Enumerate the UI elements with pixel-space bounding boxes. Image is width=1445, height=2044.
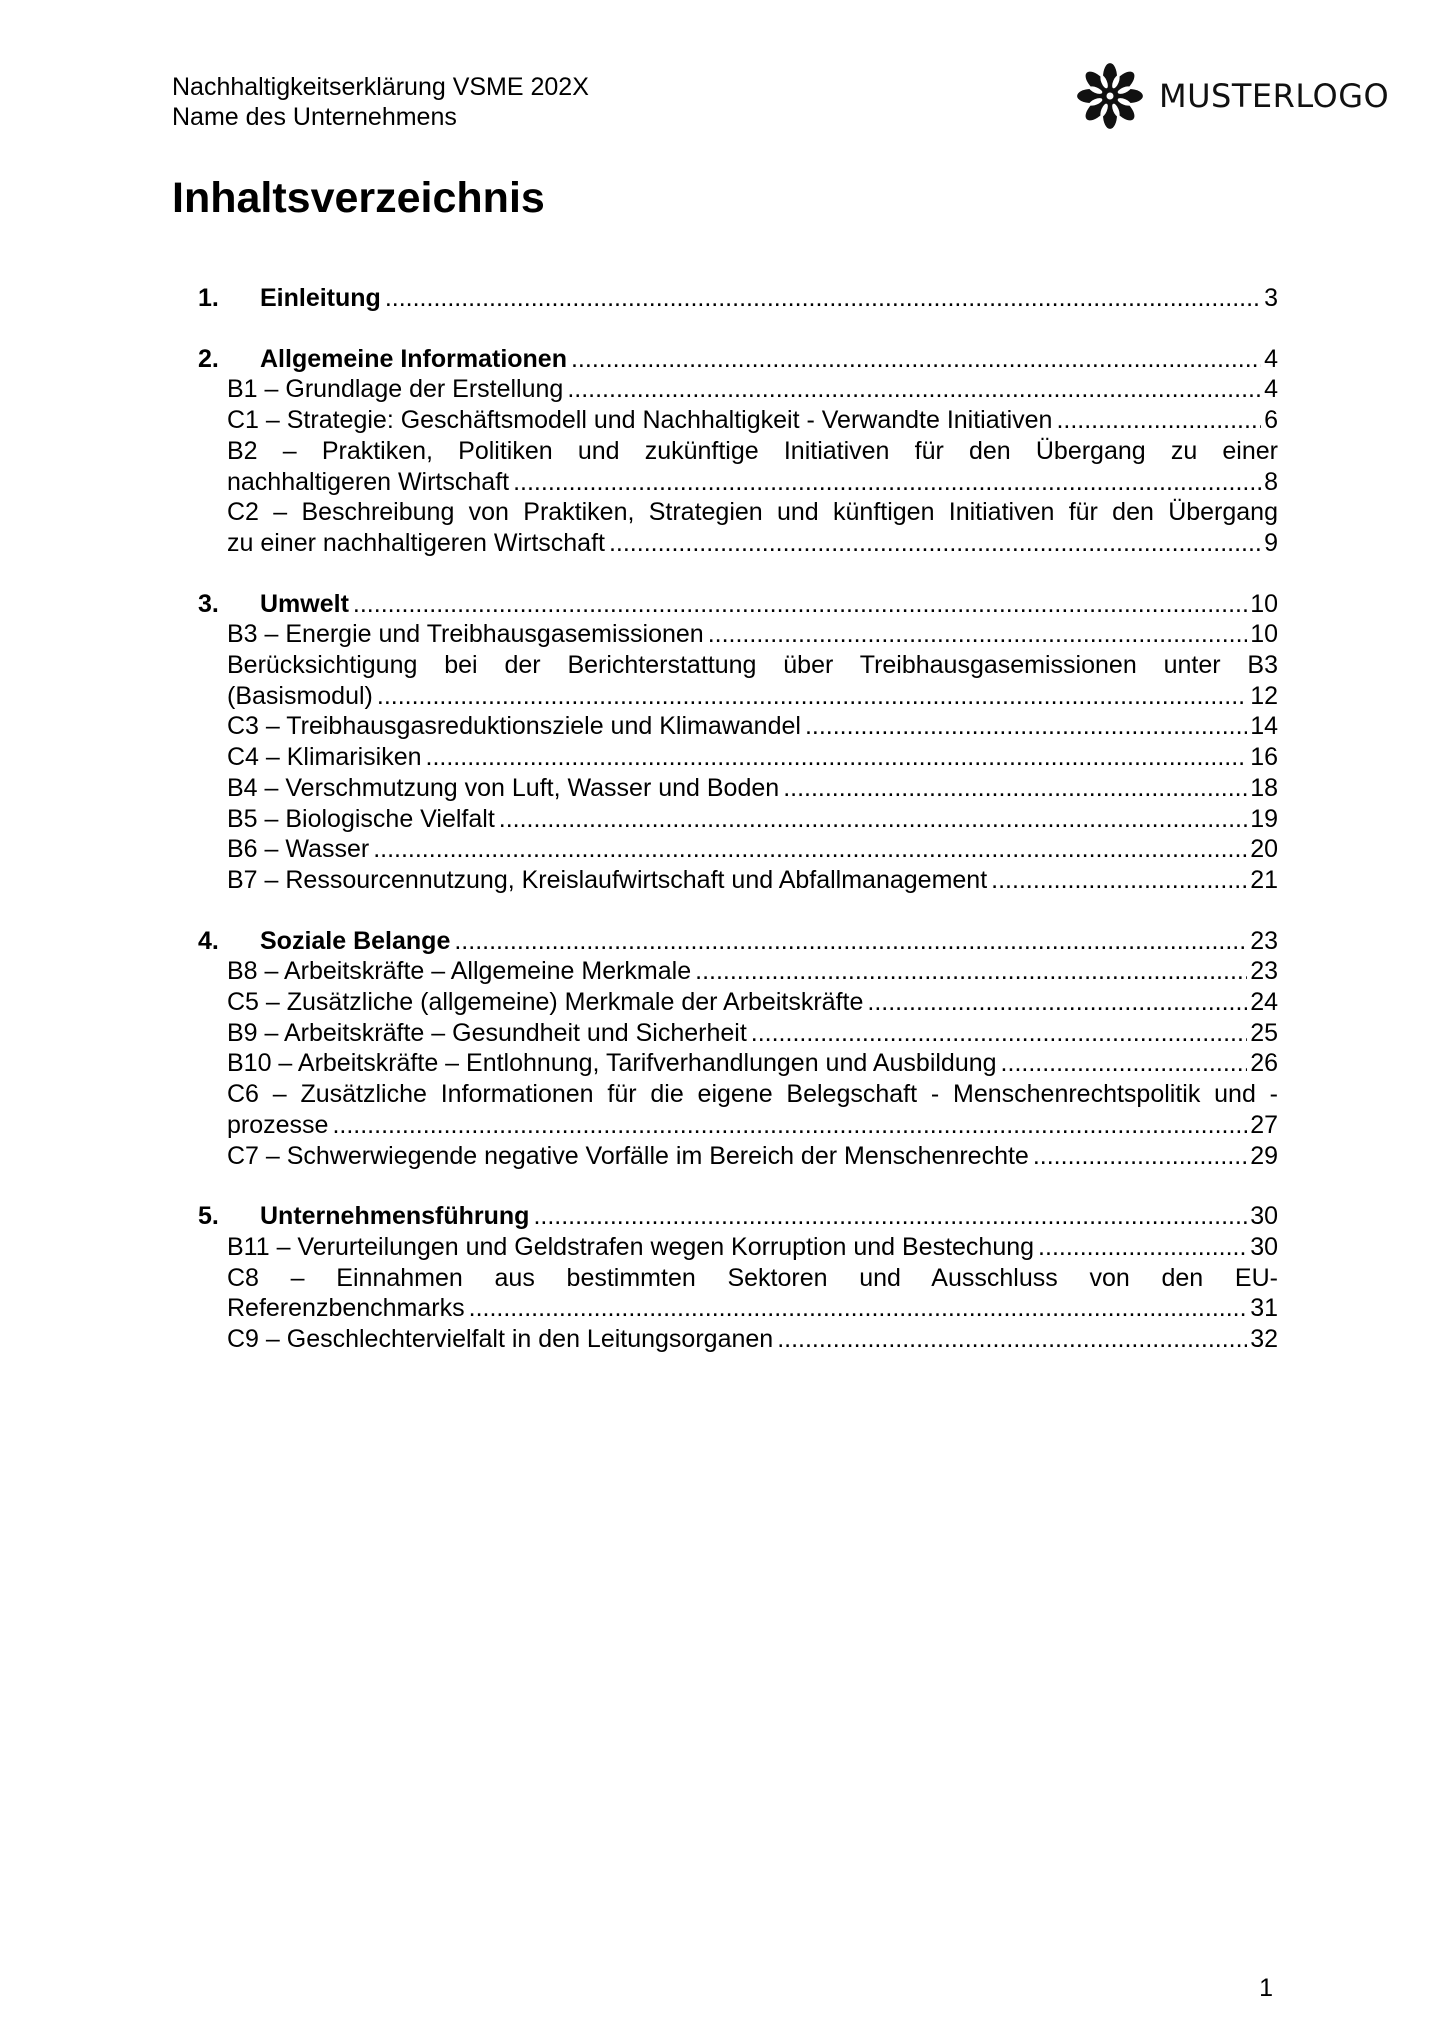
toc-entry-title-line2: zu einer nachhaltigeren Wirtschaft — [227, 528, 605, 557]
dot-leader — [1056, 405, 1261, 436]
dot-leader — [373, 834, 1247, 865]
toc-entry-b11[interactable] — [198, 1232, 1278, 1263]
toc-entry-title: B10 – Arbeitskräfte – Entlohnung, Tarifverhandlungen und Ausbildung — [227, 1049, 997, 1078]
toc-page-number: 14 — [1250, 712, 1278, 741]
dot-leader — [385, 283, 1261, 314]
toc-entry-title-line1: C8 – Einnahmen aus bestimmten Sektoren und Ausschluss von den EU- — [227, 1263, 1278, 1292]
dot-leader — [533, 1201, 1247, 1232]
toc-section-5 — [198, 1201, 1278, 1355]
toc-page-number: 9 — [1264, 528, 1278, 557]
header-document-title: Nachhaltigkeitserklärung VSME 202X — [172, 73, 589, 101]
dot-leader — [777, 1324, 1247, 1355]
dot-leader — [867, 987, 1247, 1018]
toc-section-1 — [198, 283, 1278, 314]
toc-page-number: 18 — [1250, 773, 1278, 802]
toc-entry-b8[interactable] — [198, 956, 1278, 987]
toc-section-3 — [198, 589, 1278, 896]
toc-entry-title: B7 – Ressourcennutzung, Kreislaufwirtschaft und Abfallmanagement — [227, 865, 988, 894]
toc-entry-b4[interactable] — [198, 773, 1278, 804]
toc-page-number: 30 — [1250, 1232, 1278, 1261]
document-header — [172, 72, 589, 132]
dot-leader — [783, 773, 1247, 804]
toc-page-number: 16 — [1250, 743, 1278, 772]
toc-page-number: 20 — [1250, 835, 1278, 864]
toc-entry-b3[interactable] — [198, 619, 1278, 650]
dot-leader — [426, 742, 1248, 773]
toc-entry-title: Umwelt — [260, 589, 349, 618]
toc-entry-b6[interactable] — [198, 834, 1278, 865]
toc-entry-title: C9 – Geschlechtervielfalt in den Leitungsorganen — [227, 1325, 774, 1354]
dot-leader — [708, 619, 1247, 650]
toc-entry-title-line2: (Basismodul) — [227, 681, 373, 710]
toc-entry-title-line2: nachhaltigeren Wirtschaft — [227, 467, 510, 496]
toc-entry-c5[interactable] — [198, 987, 1278, 1018]
toc-entry-title: B6 – Wasser — [227, 835, 370, 864]
table-of-contents — [198, 283, 1278, 1385]
toc-page-number: 10 — [1250, 620, 1278, 649]
toc-entry-title: B9 – Arbeitskräfte – Gesundheit und Sicherheit — [227, 1018, 747, 1047]
toc-entry-c2[interactable] — [198, 497, 1278, 558]
dot-leader — [991, 865, 1247, 896]
toc-entry-soziale-belange[interactable] — [198, 926, 1278, 957]
dot-leader — [332, 1110, 1247, 1141]
dot-leader — [513, 467, 1261, 498]
toc-entry-title-line1: B2 – Praktiken, Politiken und zukünftige Initiativen für den Übergang zu einer — [227, 436, 1278, 465]
company-logo — [1075, 58, 1389, 134]
toc-entry-b7[interactable] — [198, 865, 1278, 896]
dot-leader — [571, 344, 1261, 375]
toc-entry-b10[interactable] — [198, 1048, 1278, 1079]
toc-section-2 — [198, 344, 1278, 559]
toc-entry-title-line1: Berücksichtigung bei der Berichterstattung über Treibhausgasemissionen unter B3 — [227, 651, 1278, 680]
toc-page-number: 25 — [1250, 1018, 1278, 1047]
dot-leader — [805, 711, 1247, 742]
toc-page-number: 4 — [1264, 375, 1278, 404]
toc-page-number: 26 — [1250, 1049, 1278, 1078]
toc-entry-title-line2: Referenzbenchmarks — [227, 1294, 465, 1323]
section-number: 2. — [198, 344, 219, 373]
toc-entry-c3[interactable] — [198, 711, 1278, 742]
toc-page-number: 23 — [1250, 957, 1278, 986]
toc-entry-b2[interactable] — [198, 436, 1278, 497]
toc-entry-title: C1 – Strategie: Geschäftsmodell und Nachhaltigkeit - Verwandte Initiativen — [227, 406, 1053, 435]
toc-section-4 — [198, 926, 1278, 1172]
toc-entry-title: B11 – Verurteilungen und Geldstrafen wegen Korruption und Bestechung — [227, 1232, 1035, 1261]
section-number: 5. — [198, 1202, 219, 1231]
toc-page-number: 6 — [1264, 406, 1278, 435]
toc-page-number: 3 — [1264, 284, 1278, 312]
toc-page-number: 24 — [1250, 988, 1278, 1017]
toc-entry-title: C7 – Schwerwiegende negative Vorfälle im Bereich der Menschenrechte — [227, 1141, 1029, 1170]
dot-leader — [353, 589, 1247, 620]
toc-entry-einleitung[interactable] — [198, 283, 1278, 314]
toc-entry-c6[interactable] — [198, 1079, 1278, 1140]
toc-entry-title: C4 – Klimarisiken — [227, 743, 422, 772]
toc-entry-b9[interactable] — [198, 1018, 1278, 1049]
toc-entry-beruecksichtigung[interactable] — [198, 650, 1278, 711]
toc-entry-title: Soziale Belange — [260, 926, 451, 955]
toc-page-number: 27 — [1250, 1110, 1278, 1139]
section-number: 4. — [198, 926, 219, 955]
flower-icon — [1075, 61, 1145, 131]
toc-page-number: 23 — [1250, 926, 1278, 955]
dot-leader — [609, 528, 1261, 559]
page-title: Inhaltsverzeichnis — [172, 174, 545, 222]
toc-entry-title: Allgemeine Informationen — [260, 344, 567, 373]
toc-entry-b5[interactable] — [198, 804, 1278, 835]
toc-entry-title: Unternehmensführung — [260, 1202, 530, 1231]
dot-leader — [469, 1293, 1248, 1324]
toc-entry-title: C5 – Zusätzliche (allgemeine) Merkmale der Arbeitskräfte — [227, 988, 864, 1017]
toc-page-number: 30 — [1250, 1202, 1278, 1231]
section-number: 3. — [198, 589, 219, 618]
toc-entry-c4[interactable] — [198, 742, 1278, 773]
toc-entry-c1[interactable] — [198, 405, 1278, 436]
dot-leader — [751, 1018, 1247, 1049]
toc-entry-title: B1 – Grundlage der Erstellung — [227, 375, 564, 404]
toc-page-number: 4 — [1264, 344, 1278, 373]
toc-entry-c7[interactable] — [198, 1141, 1278, 1172]
toc-entry-title: B4 – Verschmutzung von Luft, Wasser und Boden — [227, 773, 780, 802]
toc-entry-allgemeine-informationen[interactable] — [198, 344, 1278, 375]
dot-leader — [1033, 1141, 1247, 1172]
toc-page-number: 32 — [1250, 1325, 1278, 1354]
dot-leader — [1038, 1232, 1247, 1263]
toc-entry-title: B3 – Energie und Treibhausgasemissionen — [227, 620, 704, 649]
dot-leader — [499, 804, 1247, 835]
toc-page-number: 31 — [1250, 1294, 1278, 1323]
toc-page-number: 10 — [1250, 589, 1278, 618]
toc-page-number: 8 — [1264, 467, 1278, 496]
toc-entry-title-line2: prozesse — [227, 1110, 329, 1139]
dot-leader — [567, 374, 1261, 405]
page-number: 1 — [1259, 1974, 1273, 2002]
toc-page-number: 29 — [1250, 1141, 1278, 1170]
toc-entry-b1[interactable] — [198, 374, 1278, 405]
toc-page-number: 12 — [1250, 681, 1278, 710]
toc-entry-c8[interactable] — [198, 1263, 1278, 1324]
toc-entry-unternehmensfuehrung[interactable] — [198, 1201, 1278, 1232]
toc-entry-title: B5 – Biologische Vielfalt — [227, 804, 495, 833]
dot-leader — [454, 926, 1247, 957]
toc-entry-title-line1: C2 – Beschreibung von Praktiken, Strategien und künftigen Initiativen für den Übergang — [227, 498, 1278, 527]
toc-page-number: 19 — [1250, 804, 1278, 833]
toc-entry-title: B8 – Arbeitskräfte – Allgemeine Merkmale — [227, 957, 692, 986]
dot-leader — [695, 956, 1247, 987]
toc-entry-c9[interactable] — [198, 1324, 1278, 1355]
toc-entry-title-line1: C6 – Zusätzliche Informationen für die eigene Belegschaft - Menschenrechtspolitik und - — [227, 1080, 1278, 1109]
dot-leader — [1001, 1048, 1248, 1079]
header-company-name: Name des Unternehmens — [172, 103, 457, 131]
toc-page-number: 21 — [1250, 865, 1278, 894]
section-number: 1. — [198, 284, 219, 312]
toc-entry-title: Einleitung — [260, 284, 381, 312]
dot-leader — [377, 681, 1247, 712]
toc-entry-umwelt[interactable] — [198, 589, 1278, 620]
logo-text: MUSTERLOGO — [1159, 77, 1390, 115]
toc-entry-title: C3 – Treibhausgasreduktionsziele und Klimawandel — [227, 712, 801, 741]
